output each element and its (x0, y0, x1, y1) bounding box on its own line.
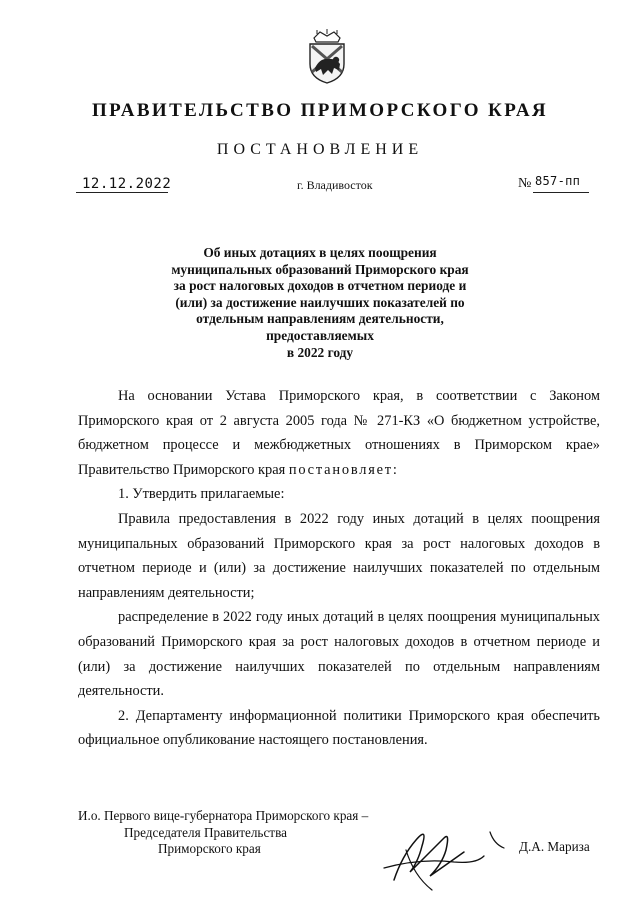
document-type: ПОСТАНОВЛЕНИЕ (216, 141, 424, 158)
heading-line: за рост налоговых доходов в отчетном периоде и (173, 278, 467, 294)
paragraph-item-1: 1. Утвердить прилагаемые: (118, 486, 285, 503)
paragraph-item-2: 2. Департаменту информационной политики Приморского края обеспечить официальное опубликование настоящего постановления. (78, 707, 600, 749)
heading-line: Об иных дотациях в целях поощрения (203, 245, 437, 260)
paragraph-rules: Правила предоставления в 2022 году иных дотаций в целях поощрения муниципальных образований Приморского края за рост налоговых доходов в отчетном периоде и (или) за достижение наилучших показателей по отдельным направлениям деятельности; (78, 510, 600, 601)
paragraph-preamble (78, 384, 600, 482)
position-line: Приморского края (158, 841, 261, 856)
coat-of-arms-icon (306, 28, 348, 84)
position-line: Председателя Правительства (124, 824, 287, 840)
resolve-verb: постановляет: (288, 461, 399, 478)
document-city: г. Владивосток (297, 178, 373, 192)
handwritten-signature (380, 810, 510, 894)
heading-line: отдельным направлениям деятельности, (196, 311, 444, 327)
document-body (78, 384, 600, 753)
document-date: 12.12.2022 (82, 176, 172, 192)
paragraph-distribution: распределение в 2022 году иных дотаций в целях поощрения муниципальных образований Приморского края за рост налоговых доходов в отчетном периоде и (или) за достижение наилучших показателей по отдельным направлениям деятельности. (78, 609, 600, 700)
date-underline (76, 192, 168, 193)
heading-line: предоставляемых (266, 327, 374, 343)
heading-line: (или) за достижение наилучших показателей по (175, 294, 465, 310)
position-line: И.о. Первого вице-губернатора Приморского края – (78, 808, 369, 823)
preamble-text: На основании Устава Приморского края, в соответствии с Законом Приморского края от 2 августа 2005 года № 271-КЗ «О бюджетном устройстве, бюджетном процессе и межбюджетных отношениях в Приморском крае» Правительство Приморского края (78, 388, 600, 478)
signatory-name: Д.А. Мариза (519, 839, 590, 854)
government-title: ПРАВИТЕЛЬСТВО ПРИМОРСКОГО КРАЯ (91, 100, 549, 121)
document-heading (150, 245, 490, 361)
number-sign: № (518, 176, 532, 191)
heading-line: муниципальных образований Приморского края (171, 261, 469, 277)
heading-line: в 2022 году (286, 344, 354, 360)
signatory-position (78, 808, 368, 858)
number-underline (533, 192, 589, 193)
document-number: 857-пп (535, 174, 581, 188)
